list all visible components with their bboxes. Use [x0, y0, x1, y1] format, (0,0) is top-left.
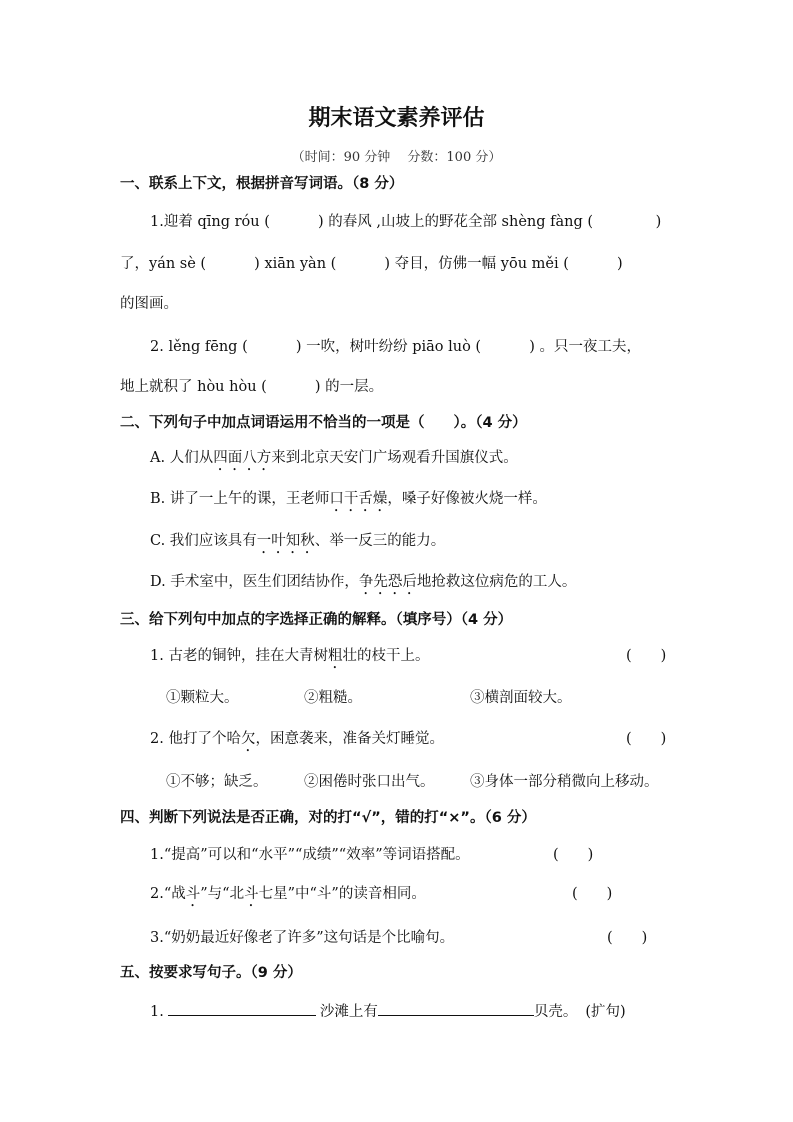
fill-blank[interactable]: [168, 1001, 316, 1016]
fill-blank[interactable]: [378, 1001, 534, 1016]
option-text: A. 人们从: [150, 450, 214, 466]
option-text: 、举一反三的能力。: [314, 533, 446, 549]
emphasized-word: 争先恐后: [358, 574, 417, 590]
section-2-heading: 二、下列句子中加点词语运用不恰当的一项是（ ）。（4 分）: [120, 415, 527, 431]
judge-item-3: 3.“奶奶最近好像老了许多”这句话是个比喻句。: [150, 930, 455, 946]
option-text: C. 我们应该具有: [150, 533, 257, 549]
emphasized-char: 斗: [185, 886, 201, 902]
emphasized-char: 斗: [244, 886, 259, 902]
s1-line-5: 地上就积了 hòu hòu ( ) 的一层。: [120, 379, 384, 395]
answer-paren[interactable]: ( ): [626, 731, 667, 747]
option-text: ，嗓子好像被火烧一样。: [387, 491, 547, 507]
choice-1: ①颗粒大。: [166, 690, 239, 706]
answer-paren[interactable]: ( ): [607, 930, 648, 946]
item-text: ”与“北: [200, 886, 245, 902]
instruction-note: (扩句): [585, 1004, 626, 1020]
s3-question-2: [150, 729, 444, 755]
choice-2: ②粗糙。: [304, 690, 362, 706]
answer-paren[interactable]: ( ): [572, 886, 613, 902]
option-text: B. 讲了一上午的课，王老师: [150, 491, 330, 507]
section-3-heading: 三、给下列句中加点的字选择正确的解释。（填序号）（4 分）: [120, 612, 513, 628]
option-a[interactable]: [150, 448, 518, 474]
option-text: 来到北京天安门广场观看升国旗仪式。: [271, 450, 518, 466]
page-title: 期末语文素养评估: [308, 106, 485, 131]
option-text: 地抢救这位病危的工人。: [416, 574, 577, 590]
choice-2: ②困倦时张口出气。: [304, 774, 435, 790]
choice-3: ③身体一部分稍微向上移动。: [470, 774, 659, 790]
judge-item-2: [150, 884, 426, 910]
question-text: ，困意袭来，准备关灯睡觉。: [255, 731, 444, 747]
item-text: 七星”中“斗”的读音相同。: [258, 886, 426, 902]
option-c[interactable]: [150, 531, 445, 557]
emphasized-word: 一叶知秋: [256, 533, 315, 549]
option-b[interactable]: [150, 489, 547, 515]
option-text: D. 手术室中，医生们团结协作，: [150, 574, 359, 590]
s1-line-3: 的图画。: [120, 296, 178, 312]
s1-line-1: 1.迎着 qīng róu ( ) 的春风 ,山坡上的野花全部 shèng fàng ( ): [150, 214, 662, 230]
s3-question-1: [150, 646, 429, 672]
s1-line-2: 了，yán sè ( ) xiān yàn ( ) 夺目，仿佛一幅 yōu měi ( ): [120, 256, 623, 272]
section-1-heading: 一、联系上下文，根据拼音写词语。（8 分）: [120, 176, 404, 192]
choice-1: ①不够；缺乏。: [166, 774, 268, 790]
question-text: 壮的枝干上。: [342, 648, 430, 664]
emphasized-word: 四面八方: [213, 450, 272, 466]
question-text: 2. 他打了个哈: [150, 731, 241, 747]
s1-line-4: 2. lěng fēng ( ) 一吹，树叶纷纷 piāo luò ( ) 。只一夜工夫，: [150, 339, 641, 355]
section-5-heading: 五、按要求写句子。（9 分）: [120, 965, 302, 981]
emphasized-word: 口干舌燥: [329, 491, 388, 507]
emphasized-char: 欠: [240, 731, 256, 747]
judge-item-1: 1.“提高”可以和“水平”“成绩”“效率”等词语搭配。: [150, 847, 470, 863]
option-d[interactable]: [150, 572, 576, 598]
question-text: 沙滩上有: [319, 1004, 378, 1020]
choice-3: ③横剖面较大。: [470, 690, 572, 706]
question-text: 1. 古老的铜钟，挂在大青树: [150, 648, 328, 664]
emphasized-char: 粗: [327, 648, 343, 664]
question-text: 贝壳。: [533, 1004, 578, 1020]
section-4-heading: 四、判断下列说法是否正确，对的打“√”，错的打“×”。（6 分）: [120, 810, 536, 826]
s5-question-1: [150, 1001, 626, 1022]
question-number: 1.: [150, 1004, 164, 1020]
answer-paren[interactable]: ( ): [626, 648, 667, 664]
exam-info: （时间：90 分钟 分数：100 分）: [291, 150, 502, 165]
answer-paren[interactable]: ( ): [553, 847, 594, 863]
item-text: 2.“战: [150, 886, 186, 902]
